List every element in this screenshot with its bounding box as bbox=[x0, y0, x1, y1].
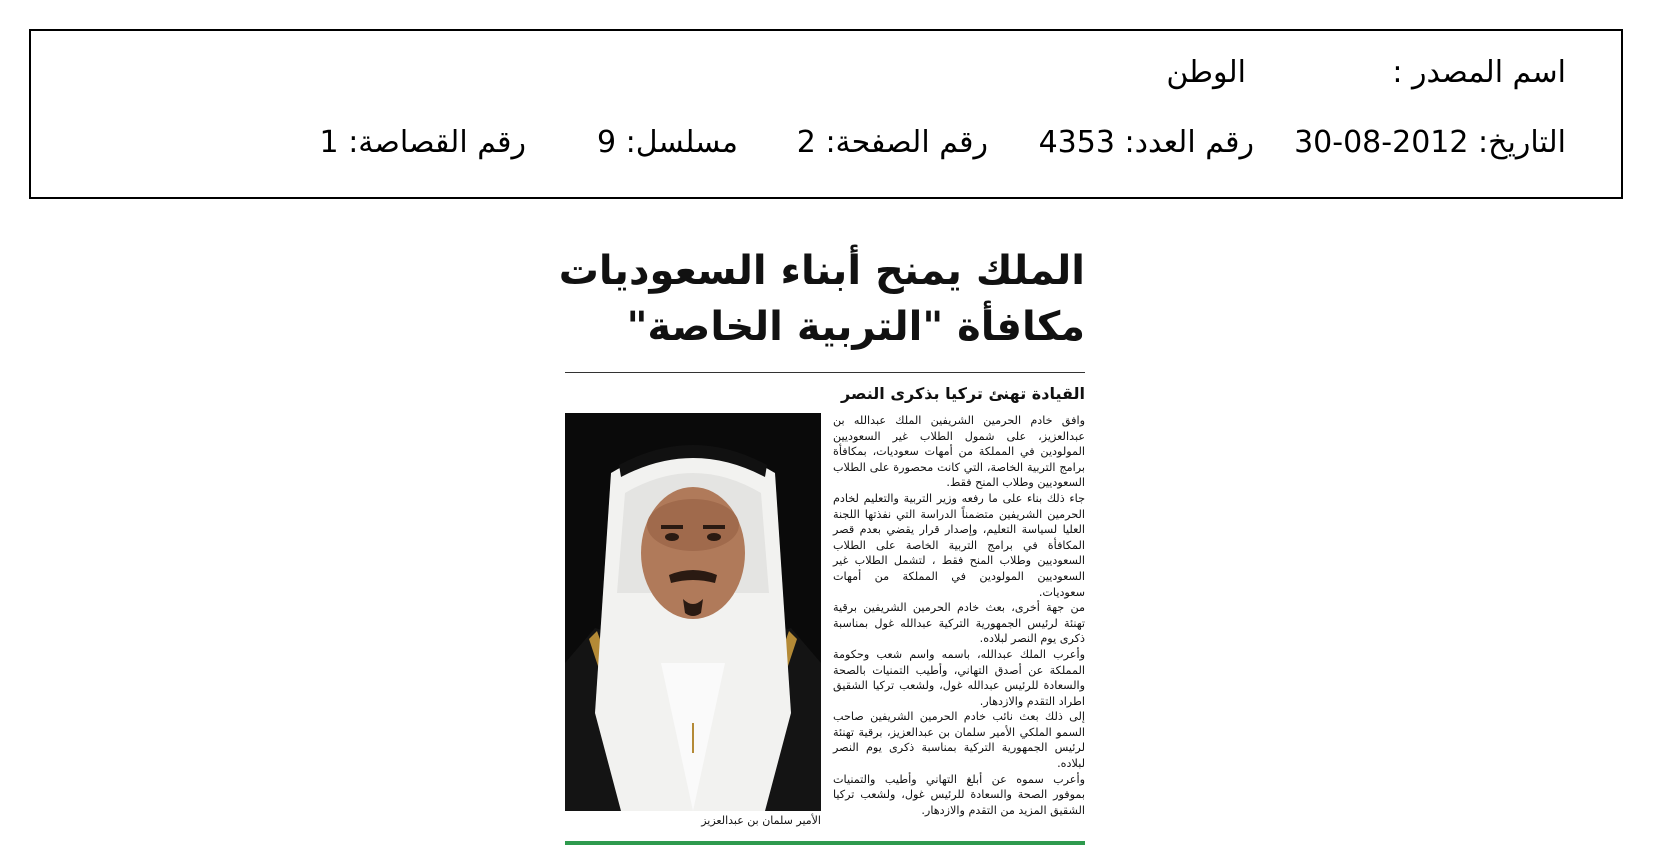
date-field bbox=[1294, 123, 1566, 163]
article-body bbox=[833, 413, 1085, 818]
headline-line-1: الملك يمنح أبناء السعوديات bbox=[558, 248, 1085, 294]
article-headline bbox=[558, 243, 1085, 355]
source-label: اسم المصدر : bbox=[1392, 55, 1566, 90]
page-field bbox=[797, 123, 988, 163]
issue-label: رقم العدد: bbox=[1124, 125, 1254, 160]
issue-value: 4353 bbox=[1038, 125, 1115, 160]
headline-line-2: مكافأة "التربية الخاصة" bbox=[626, 304, 1085, 350]
serial-label: مسلسل: bbox=[625, 125, 738, 160]
issue-field bbox=[1039, 123, 1254, 163]
source-value: الوطن bbox=[1166, 55, 1246, 90]
article-paragraph: من جهة أخرى، بعث خادم الحرمين الشريفين برقية تهنئة لرئيس الجمهورية التركية عبدالله غول بمناسبة ذكرى يوم النصر لبلاده. bbox=[833, 601, 1085, 646]
article-paragraph: إلى ذلك بعث نائب خادم الحرمين الشريفين صاحب السمو الملكي الأمير سلمان بن عبدالعزيز، برقية تهنئة لرئيس الجمهورية التركية بمناسبة ذكرى يوم النصر لبلاده. bbox=[833, 710, 1085, 771]
metadata-row-source bbox=[71, 53, 1566, 93]
portrait-illustration bbox=[565, 413, 821, 811]
clipping-field bbox=[320, 123, 526, 163]
article-paragraph: وأعرب سموه عن أبلغ التهاني وأطيب والتمنيات بموفور الصحة والسعادة للرئيس غول، ولشعب تركيا الشقيق المزيد من التقدم والازدهار. bbox=[833, 772, 1085, 817]
article-paragraph: وأعرب الملك عبدالله، باسمه واسم شعب وحكومة المملكة عن أصدق التهاني، وأطيب التمنيات بالصحة والسعادة للرئيس عبدالله غول، ولشعب تركيا الشقيق اطراد التقدم والازدهار. bbox=[833, 647, 1085, 708]
clipping-label: رقم القصاصة: bbox=[348, 125, 526, 160]
page-label: رقم الصفحة: bbox=[825, 125, 988, 160]
metadata-row-details bbox=[71, 123, 1566, 163]
article-subheadline: القيادة تهنئ تركيا بذكرى النصر bbox=[841, 384, 1085, 403]
article-paragraph: جاء ذلك بناء على ما رفعه وزير التربية والتعليم لخادم الحرمين الشريفين متضمناً الدراسة التي نفذتها اللجنة العليا لسياسة التعليم، وإصدار قرار يقضي بعدم قصر المكافأة في برامج التربية الخاصة على الطلاب السعوديين وطلاب المنح فقط ، لتشمل الطلاب غير السعوديين المولودين في المملكة من أمهات سعوديات. bbox=[833, 491, 1085, 599]
portrait-photo bbox=[565, 413, 821, 811]
bottom-accent-rule bbox=[565, 841, 1085, 845]
photo-caption: الأمير سلمان بن عبدالعزيز bbox=[701, 814, 821, 827]
clipping-value: 1 bbox=[319, 125, 339, 160]
date-label: التاريخ: bbox=[1478, 125, 1566, 160]
article-paragraph: وافق خادم الحرمين الشريفين الملك عبدالله بن عبدالعزيز، على شمول الطلاب غير السعوديين المولودين في المملكة من أمهات سعوديات، بمكافأة برامج التربية الخاصة، التي كانت محصورة على الطلاب السعوديين وطلاب المنح فقط. bbox=[833, 414, 1085, 490]
clipping-metadata-box bbox=[29, 29, 1623, 199]
page-value: 2 bbox=[796, 125, 816, 160]
serial-field bbox=[597, 123, 738, 163]
newspaper-clipping bbox=[558, 235, 1085, 850]
serial-value: 9 bbox=[597, 125, 617, 160]
headline-divider bbox=[565, 372, 1085, 373]
date-value: 2012-08-30 bbox=[1294, 125, 1469, 160]
